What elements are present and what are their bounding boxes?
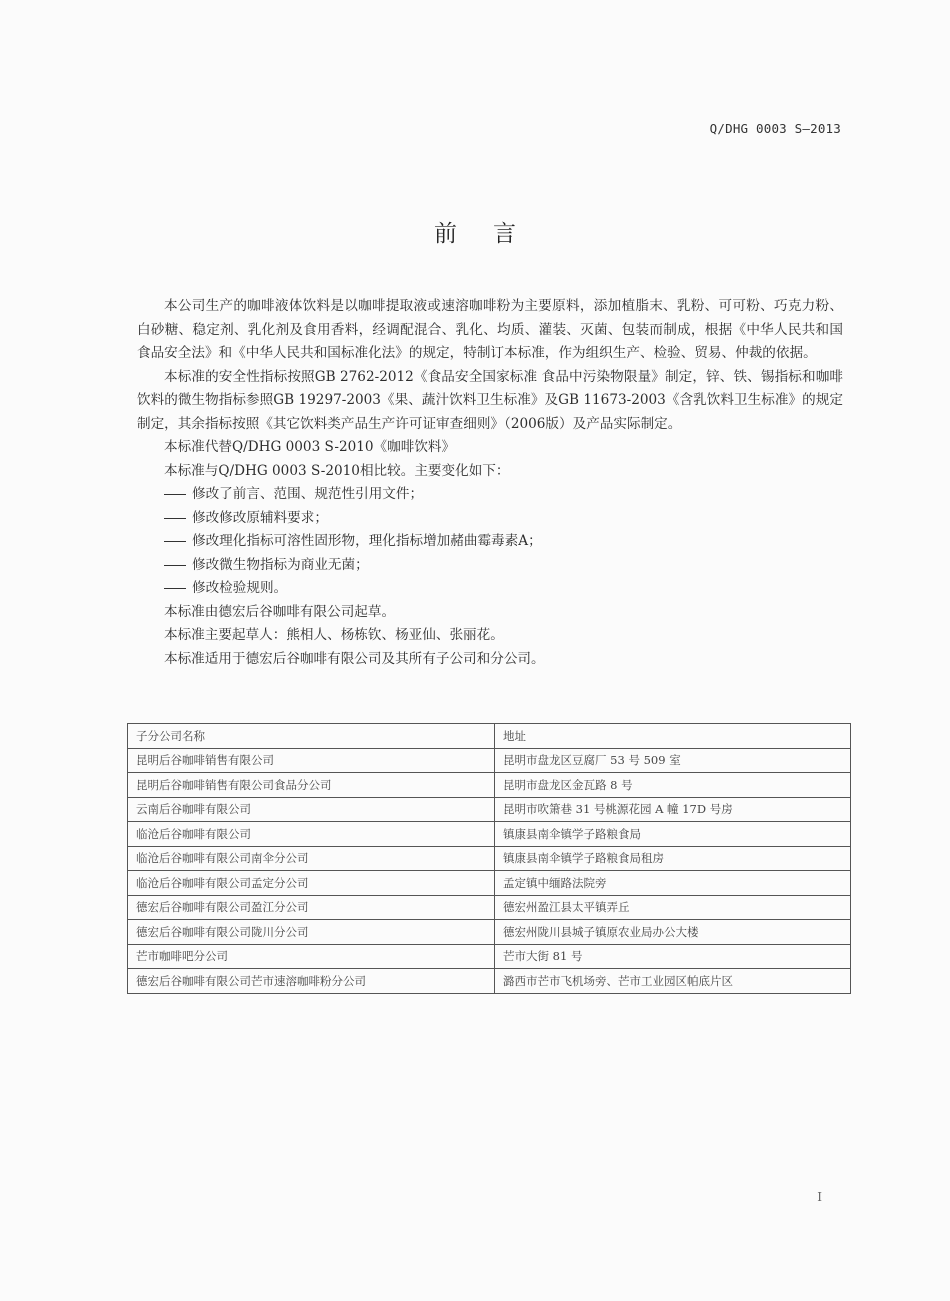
paragraph-drafters: 本标准主要起草人：熊相人、杨栋钦、杨亚仙、张丽花。 <box>164 627 504 643</box>
address-cell: 孟定镇中缅路法院旁 <box>495 871 851 896</box>
address-cell: 昆明市盘龙区金瓦路 8 号 <box>495 773 851 798</box>
company-cell: 芒市咖啡吧分公司 <box>128 944 495 969</box>
table-row <box>128 797 851 822</box>
company-cell: 德宏后谷咖啡有限公司盈江分公司 <box>128 895 495 920</box>
address-cell: 昆明市吹箫巷 31 号桃源花园 A 幢 17D 号房 <box>495 797 851 822</box>
table-row <box>128 969 851 994</box>
change-item <box>137 577 843 601</box>
change-item <box>137 483 843 507</box>
table-row <box>128 822 851 847</box>
address-cell: 潞西市芒市飞机场旁、芒市工业园区帕底片区 <box>495 969 851 994</box>
company-cell: 临沧后谷咖啡有限公司 <box>128 822 495 847</box>
subsidiary-table <box>127 723 851 994</box>
paragraph-drafted-by: 本标准由德宏后谷咖啡有限公司起草。 <box>164 603 396 620</box>
paragraph-comparison: 本标准与Q/DHG 0003 S-2010相比较。主要变化如下： <box>164 462 510 479</box>
company-cell: 昆明后谷咖啡销售有限公司 <box>128 748 495 773</box>
dash-mark <box>164 588 186 589</box>
change-item <box>137 554 843 578</box>
address-cell: 芒市大街 81 号 <box>495 944 851 969</box>
company-cell: 德宏后谷咖啡有限公司芒市速溶咖啡粉分公司 <box>128 969 495 994</box>
standard-code: Q/DHG 0003 S—2013 <box>709 121 841 136</box>
dash-mark <box>164 518 186 519</box>
table-row <box>128 871 851 896</box>
dash-mark <box>164 565 186 566</box>
change-text: 修改微生物指标为商业无菌； <box>192 556 369 573</box>
change-text: 修改理化指标可溶性固形物，理化指标增加赭曲霉毒素A； <box>192 533 542 549</box>
paragraph-scope: 本标准适用于德宏后谷咖啡有限公司及其所有子公司和分公司。 <box>164 650 545 667</box>
address-cell: 昆明市盘龙区豆腐厂 53 号 509 室 <box>495 748 851 773</box>
address-cell: 德宏州陇川县城子镇原农业局办公大楼 <box>495 920 851 945</box>
company-cell: 临沧后谷咖啡有限公司孟定分公司 <box>128 871 495 896</box>
change-item <box>137 530 843 554</box>
address-cell: 德宏州盈江县太平镇弄丘 <box>495 895 851 920</box>
address-cell: 镇康县南伞镇学子路粮食局 <box>495 822 851 847</box>
company-cell: 昆明后谷咖啡销售有限公司食品分公司 <box>128 773 495 798</box>
address-cell: 镇康县南伞镇学子路粮食局租房 <box>495 846 851 871</box>
table-header-row <box>128 724 851 749</box>
header-address: 地址 <box>495 724 851 749</box>
dash-mark <box>164 494 186 495</box>
change-text: 修改修改原辅料要求； <box>192 509 328 526</box>
page-number: I <box>817 1190 822 1204</box>
table-row <box>128 748 851 773</box>
change-item <box>137 507 843 531</box>
company-cell: 云南后谷咖啡有限公司 <box>128 797 495 822</box>
paragraph-safety-indicators: 本标准的安全性指标按照GB 2762-2012《食品安全国家标准 食品中污染物限量》制定，锌、铁、锡指标和咖啡饮料的微生物指标参照GB 19297-2003《果、蔬汁饮料卫生标准》及GB 11673-2003《含乳饮料卫生标准》的规定制定，其余指标按照《其它饮料类产品生产许可证审查细则》（2006版）及产品实际制定。 <box>137 368 843 432</box>
change-text: 修改了前言、范围、规范性引用文件； <box>192 486 424 502</box>
table-row <box>128 944 851 969</box>
change-text: 修改检验规则。 <box>192 580 288 596</box>
table-row <box>128 846 851 871</box>
company-cell: 临沧后谷咖啡有限公司南伞分公司 <box>128 846 495 871</box>
page-title: 前言 <box>434 221 552 247</box>
header-company-name: 子分公司名称 <box>128 724 495 749</box>
foreword-body <box>137 295 843 671</box>
dash-mark <box>164 541 186 542</box>
paragraph-intro: 本公司生产的咖啡液体饮料是以咖啡提取液或速溶咖啡粉为主要原料，添加植脂末、乳粉、可可粉、巧克力粉、白砂糖、稳定剂、乳化剂及食用香料，经调配混合、乳化、均质、灌装、灭菌、包装而制成，根据《中华人民共和国食品安全法》和《中华人民共和国标准化法》的规定，特制订本标准，作为组织生产、检验、贸易、仲裁的依据。 <box>137 298 843 361</box>
company-cell: 德宏后谷咖啡有限公司陇川分公司 <box>128 920 495 945</box>
table-row <box>128 895 851 920</box>
paragraph-replaces: 本标准代替Q/DHG 0003 S-2010《咖啡饮料》 <box>164 439 456 455</box>
table-row <box>128 773 851 798</box>
table-row <box>128 920 851 945</box>
